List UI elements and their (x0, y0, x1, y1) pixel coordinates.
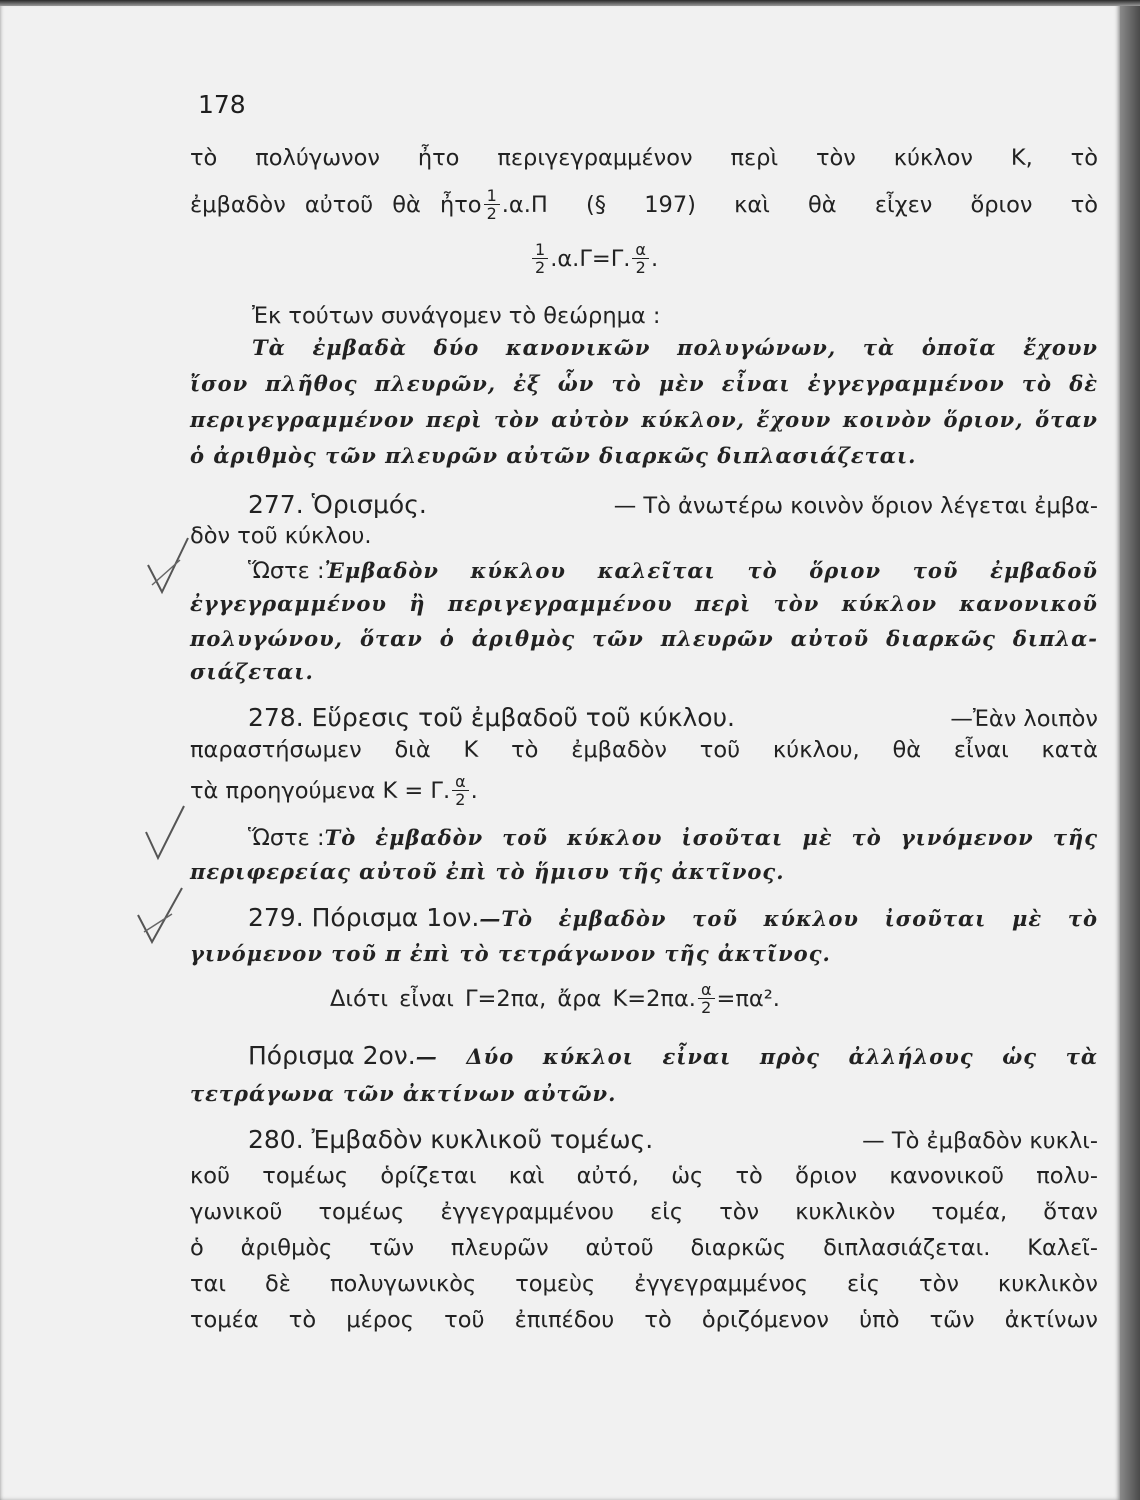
text-line: τὸ πολύγωνον ἦτο περιγεγραμμένον περὶ τὸν κύκλον Κ, τὸ (190, 145, 1098, 171)
text-fragment: . (470, 777, 478, 804)
result-first-line (248, 825, 1098, 851)
text-line: δὸν τοῦ κύκλου. (190, 523, 372, 549)
text-fragment: ἐμβαδὸν αὐτοῦ θὰ ἦτο (190, 191, 482, 218)
section-heading: 279. Πόρισμα 1ον. (248, 903, 480, 932)
text-line: γωνικοῦ τομέως ἐγγεγραμμένου εἰς τὸν κυκλικὸν τομέα, ὅταν (190, 1199, 1098, 1225)
text-fragment: .α.Π (§ 197) καὶ θὰ εἶχεν ὅριον τὸ (501, 191, 1098, 218)
definition-line: ἐγγεγραμμένου ἢ περιγεγραμμένου περὶ τὸν κύκλον κανονικοῦ (190, 591, 1098, 616)
formula (530, 241, 658, 276)
text-line (190, 187, 1098, 222)
corollary-line: τετράγωνα τῶν ἀκτίνων αὐτῶν. (190, 1081, 617, 1106)
section-278-first-line (248, 703, 1098, 732)
text-line: παραστήσωμεν διὰ Κ τὸ ἐμβαδὸν τοῦ κύκλου, θὰ εἶναι κατὰ (190, 737, 1098, 763)
text-fragment: Διότι εἶναι Γ=2πα, ἄρα Κ=2πα. (330, 985, 696, 1012)
text-line: κοῦ τομέως ὁρίζεται καὶ αὐτό, ὡς τὸ ὅριον κανονικοῦ πολυ- (190, 1163, 1098, 1189)
result-line: περιφερείας αὐτοῦ ἐπὶ τὸ ἥμισυ τῆς ἀκτῖνος. (190, 859, 785, 884)
theorem-line: ὁ ἀριθμὸς τῶν πλευρῶν αὐτῶν διαρκῶς διπλασιάζεται. (190, 443, 917, 468)
definition-line: πολυγώνου, ὅταν ὁ ἀριθμὸς τῶν πλευρῶν αὐτοῦ διαρκῶς διπλα- (190, 626, 1098, 651)
text-fragment: — Τὸ ἐμβαδὸν κυκλι- (862, 1128, 1098, 1154)
pencil-check-mark-icon (138, 800, 198, 870)
section-279-first-line (248, 903, 1098, 932)
theorem-line: περιγεγραμμένον περὶ τὸν αὐτὸν κύκλον, ἔχουν κοινὸν ὅριον, ὅταν (190, 407, 1098, 432)
corollary-2-first-line (248, 1041, 1098, 1070)
definition-text: Ἐμβαδὸν κύκλου καλεῖται τὸ ὅριον τοῦ ἐμβαδοῦ (324, 558, 1098, 583)
corollary-line: γινόμενον τοῦ π ἐπὶ τὸ τετράγωνον τῆς ἀκτῖνος. (190, 941, 831, 966)
pencil-check-mark-icon (130, 880, 195, 950)
definition-first-line (248, 558, 1098, 584)
page-top-edge (0, 0, 1140, 6)
fraction: $\frac{\alpha}{2}$ (632, 241, 649, 276)
section-277-first-line (248, 490, 1098, 519)
fraction: $\frac{\alpha}{2}$ (698, 981, 715, 1016)
text-fragment: Ὥστε : (248, 558, 325, 584)
text-fragment: — Τὸ ἀνωτέρω κοινὸν ὅριον λέγεται ἐμβα- (613, 493, 1098, 519)
text-line: Ἐκ τούτων συνάγομεν τὸ θεώρημα : (252, 303, 661, 329)
pencil-check-mark-icon (140, 530, 200, 600)
proof-line (330, 981, 780, 1016)
theorem-line: Τὰ ἐμβαδὰ δύο κανονικῶν πολυγώνων, τὰ ὁποῖα ἔχουν (252, 335, 1098, 360)
text-line: ὁ ἀριθμὸς τῶν πλευρῶν αὐτοῦ διαρκῶς διπλασιάζεται. Καλεῖ- (190, 1235, 1098, 1261)
section-heading: 278. Εὕρεσις τοῦ ἐμβαδοῦ τοῦ κύκλου. (248, 703, 735, 732)
text-fragment: =πα². (716, 985, 780, 1012)
text-fragment: τὰ προηγούμενα Κ = Γ. (190, 777, 451, 804)
section-heading: Πόρισμα 2ον. (248, 1041, 416, 1070)
section-heading: 277. Ὁρισμός. (248, 490, 427, 519)
text-line: τομέα τὸ μέρος τοῦ ἐπιπέδου τὸ ὁριζόμενον ὑπὸ τῶν ἀκτίνων (190, 1307, 1098, 1333)
corollary-text: — Δύο κύκλοι εἶναι πρὸς ἀλλήλους ὡς τὰ (415, 1044, 1098, 1069)
text-line: ται δὲ πολυγωνικὸς τομεὺς ἐγγεγραμμένος εἰς τὸν κυκλικὸν (190, 1271, 1098, 1297)
text-fragment: —Ἐὰν λοιπὸν (950, 706, 1098, 732)
fraction: $\frac{1}{2}$ (484, 187, 500, 222)
page-number: 178 (198, 90, 246, 119)
formula-text: .α.Γ=Γ. (550, 245, 631, 272)
text-fragment: Ὥστε : (248, 825, 325, 851)
theorem-line: ἴσον πλῆθος πλευρῶν, ἐξ ὧν τὸ μὲν εἶναι ἐγγεγραμμένον τὸ δὲ (190, 371, 1098, 396)
result-text: Τὸ ἐμβαδὸν τοῦ κύκλου ἰσοῦται μὲ τὸ γινόμενον τῆς (324, 825, 1098, 850)
page-edge (1120, 0, 1140, 1500)
corollary-text: —Τὸ ἐμβαδὸν τοῦ κύκλου ἰσοῦται μὲ τὸ (479, 906, 1098, 931)
section-heading: 280. Ἐμβαδὸν κυκλικοῦ τομέως. (248, 1125, 654, 1154)
fraction: $\frac{1}{2}$ (532, 241, 548, 276)
text-line (190, 773, 478, 808)
section-280-first-line (248, 1125, 1098, 1154)
definition-line: σιάζεται. (190, 659, 314, 684)
fraction: $\frac{\alpha}{2}$ (452, 773, 469, 808)
formula-text: . (650, 245, 659, 272)
